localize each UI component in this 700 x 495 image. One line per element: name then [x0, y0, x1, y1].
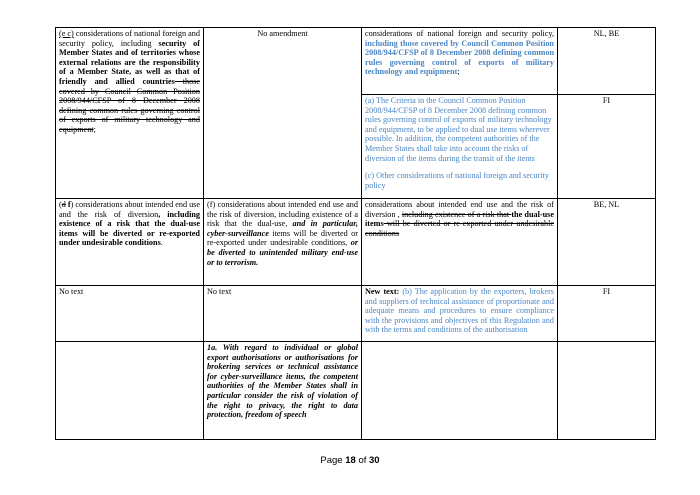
- deleted-text: those covered by Council Common Position 2008/944/CFSP of 8 December 2008 defining common rules governing control of exports of military technology and equipment: [59, 76, 200, 134]
- row4-proposal: [362, 342, 558, 440]
- row1-member-states-a: NL, BE: [558, 28, 656, 95]
- row1-proposal-b: (a) The Criteria in the Council Common Position 2008/944/CFSP of 8 December 2008 defining common rules governing control of exports of military technology and equipment, to be applied to dual use items wherever possible. In addition, the competent authorities of the Member States shall take into account the risks of diversion of the items during the transit of the items (c) Other considerations of national foreign and security policy: [362, 95, 558, 199]
- row3-commission-text: No text: [56, 286, 204, 342]
- inserted-text: security of Member States and of territories whose external relations are the responsibility of a Member State, as well as that of friendly and allied countries: [59, 38, 200, 86]
- row1-proposal-a: considerations of national foreign and security policy, including those covered by Council Common Position 2008/944/CFSP of 8 December 2008 defining common rules governing control of exports of military technology and equipment;: [362, 28, 558, 95]
- table-row: [56, 28, 656, 95]
- table-row: [56, 342, 656, 440]
- inserted-text: the dual-use items: [365, 209, 554, 229]
- row2-proposal: considerations about intended end use and the risk of diversion , including existence of a risk that the dual-use items will be diverted or re-exported under undesirable conditions: [362, 199, 558, 286]
- page-footer: Page 18 of 30: [320, 455, 380, 466]
- row3-proposal: New text: (b) The application by the exporters, brokers and suppliers of technical assistance of proportionate and adequate means and procedures to ensure compliance with the provisions and objectives of this Regulation and with the terms and conditions of the authorisation: [362, 286, 558, 342]
- row2-commission-text: (d f) considerations about intended end use and the risk of diversion, including existence of a risk that the dual-use items will be diverted or re-exported under undesirable conditions.: [56, 199, 204, 286]
- row1-member-states-b: FI: [558, 95, 656, 199]
- point-marker: (e c): [59, 29, 74, 38]
- inserted-text: , including existence of a risk that the dual-use items will be diverted or re-exported under undesirable conditions: [59, 209, 200, 248]
- deleted-text: will be diverted or re-exported under undesirable conditions: [365, 219, 554, 238]
- comparison-table: [55, 27, 656, 440]
- page-number: 18: [345, 455, 356, 466]
- row4-amendment: 1a. With regard to individual or global export authorisations or authorisations for brokering services or technical assistance for cyber-surveillance items, the competent authorities of the Member States shall in particular consider the risk of violation of the right to privacy, the right to data protection, freedom of speech: [204, 342, 362, 440]
- row4-commission-text: [56, 342, 204, 440]
- page-total: 30: [369, 455, 380, 466]
- table-row: [56, 199, 656, 286]
- row1-commission-text: (e c) considerations of national foreign and security policy, including security of Member States and of territories whose external relations are the responsibility of a Member State, as well as that of friendly and allied countries those covered by Council Common Position 2008/944/CFSP of 8 December 2008 defining common rules governing control of exports of military technology and equipment;: [56, 28, 204, 199]
- row2-amendment: (f) considerations about intended end use and the risk of diversion, including existence of a risk that the dual-use, and in particular, cyber-surveillance items will be diverted or re-exported under undesirable conditions, or be diverted to unintended military end-use or to terrorism.: [204, 199, 362, 286]
- row3-amendment: No text: [204, 286, 362, 342]
- inserted-text: including those covered by Council Common Position 2008/944/CFSP of 8 December 2008 defining common rules governing control of exports of military technology and equipment: [365, 38, 554, 77]
- row2-member-states: BE, NL: [558, 199, 656, 286]
- deleted-text: including existence of a risk that: [401, 209, 512, 219]
- row1-amendment: No amendment: [204, 28, 362, 199]
- table-row: [56, 286, 656, 342]
- row4-member-states: [558, 342, 656, 440]
- row3-member-states: FI: [558, 286, 656, 342]
